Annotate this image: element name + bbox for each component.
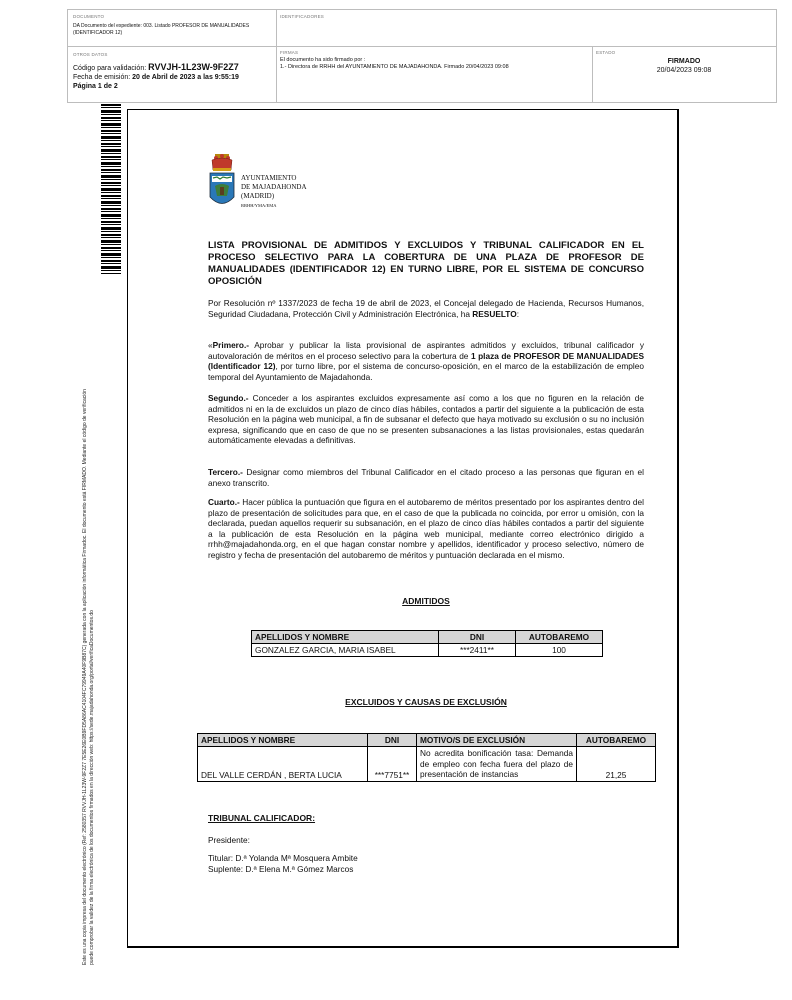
institution-line2: DE MAJADAHONDA: [241, 183, 307, 191]
cell-motivo: No acredita bonificación tasa: Demanda de empleo con fecha fuera del plazo de presentación de instancias: [417, 747, 577, 782]
admitidos-table: [251, 630, 603, 657]
identificadores-label: IDENTIFICADORES: [280, 14, 325, 19]
fecha-prefix: Fecha de emisión:: [73, 74, 131, 81]
documento-text: DA Documento del expediente: 003. Listado PROFESOR DE MANUALIDADES (IDENTIFICADOR 12): [73, 23, 250, 36]
col-autobaremo: AUTOBAREMO: [577, 734, 656, 747]
tribunal-titular: Titular: D.ª Yolanda Mª Mosquera Ambite: [208, 853, 358, 863]
intro-bold: RESUELTO: [472, 308, 517, 319]
cell-autobaremo: 21,25: [577, 747, 656, 782]
tribunal-heading: TRIBUNAL CALIFICADOR:: [208, 813, 316, 823]
admitidos-heading: ADMITIDOS: [402, 596, 450, 606]
documento-label: DOCUMENTO: [73, 14, 105, 19]
primero-bold: 1 plaza de PROFESOR DE MANUALIDADES (Identificador 12): [208, 350, 644, 371]
excluidos-heading: EXCLUIDOS Y CAUSAS DE EXCLUSIÓN: [345, 697, 507, 707]
intro-end: :: [516, 308, 519, 319]
tribunal-suplente: Suplente: D.ª Elena M.ª Gómez Marcos: [208, 864, 354, 874]
intro-text: Por Resolución nº 1337/2023 de fecha 19 de abril de 2023, el Concejal delegado de Hacienda, Recursos Humanos, Seguridad Ciudadana, Protección Civil y Administración Electrónica, ha: [208, 298, 644, 319]
col-dni: DNI: [368, 734, 417, 747]
excluidos-table: [197, 733, 656, 782]
paragraph-tercero: [208, 467, 644, 488]
institution-name: [241, 174, 307, 210]
tribunal-presidente: Presidente:: [208, 835, 250, 845]
estado-status: FIRMADO: [667, 58, 701, 65]
barcode: [101, 104, 121, 274]
paragraph-primero: [208, 340, 644, 382]
emission-date: 20 de Abril de 2023 a las 9:55:19: [132, 74, 239, 81]
paragraph-segundo: [208, 393, 644, 446]
primero-text1: Aprobar y publicar la lista provisional de aspirantes admitidos y excluidos, tribunal calificador y autovaloración de méritos en el proceso selectivo para la cobertura de: [208, 340, 644, 361]
col-dni: DNI: [439, 631, 516, 644]
cell-autobaremo: 100: [516, 644, 603, 657]
primero-label: Primero.-: [212, 340, 250, 350]
cell-dni: ***2411**: [439, 644, 516, 657]
page-count: Página 1 de 2: [73, 83, 118, 90]
segundo-label: Segundo.-: [208, 393, 249, 403]
firmas-label: FIRMAS: [280, 50, 299, 55]
tercero-text: Designar como miembros del Tribunal Calificador en el citado proceso a las personas que figuran en el anexo transcrito.: [208, 467, 644, 488]
side-verification-text-1: Este es una copia impresa del documento electrónico (Ref: 2580357 RVVJH-1L23W-9F2Z7 7E5E26E0B9FD5A86AC4104FC79949A40F9B87C) generada con la aplicación informática Firmadoc. El documento está FIRMADO. Mediante el código de verificación: [82, 389, 88, 965]
table-row: [198, 747, 656, 782]
institution-line1: AYUNTAMIENTO: [241, 174, 297, 182]
side-verification-text-2: puede comprobar la validez de la firma electrónica de los documentos firmados en la dirección web: https://sede.majadahonda.org/portal/verificaDocumentos.do: [89, 610, 95, 965]
tercero-label: Tercero.-: [208, 467, 243, 477]
validation-code-line: [73, 63, 239, 73]
otros-datos-label: OTROS DATOS: [73, 52, 108, 57]
document-header: [67, 9, 777, 103]
cuarto-label: Cuarto.-: [208, 497, 240, 507]
emission-date-line: [73, 73, 239, 82]
col-motivo: MOTIVO/S DE EXCLUSIÓN: [417, 734, 577, 747]
col-autobaremo: AUTOBAREMO: [516, 631, 603, 644]
institution-line3: (MADRID): [241, 192, 275, 200]
firmas-line2: 1.- Directora de RRHH del AYUNTAMIENTO DE MAJADAHONDA. Firmado 20/04/2023 09:08: [280, 64, 509, 70]
cell-dni: ***7751**: [368, 747, 417, 782]
codigo-prefix: Código para validación:: [73, 65, 147, 72]
intro-paragraph: [208, 298, 644, 319]
firmas-line1: El documento ha sido firmado por :: [280, 57, 366, 63]
primero-text2: , por turno libre, por el sistema de concurso-oposición, en el marco de la estabilización de empleo temporal del Ayuntamiento de Majadahonda.: [208, 361, 644, 382]
table-header-row: [198, 734, 656, 747]
estado-label: ESTADO: [596, 50, 616, 55]
cell-nombre: DEL VALLE CERDÁN , BERTA LUCIA: [198, 747, 368, 782]
table-header-row: [252, 631, 603, 644]
col-apellidos: APELLIDOS Y NOMBRE: [198, 734, 368, 747]
cell-nombre: GONZALEZ GARCIA, MARIA ISABEL: [252, 644, 439, 657]
table-row: [252, 644, 603, 657]
paragraph-cuarto: [208, 497, 644, 560]
document-title: LISTA PROVISIONAL DE ADMITIDOS Y EXCLUIDOS Y TRIBUNAL CALIFICADOR EN EL PROCESO SELECTIVO PARA LA COBERTURA DE UNA PLAZA DE PROFESOR DE MANUALIDADES (IDENTIFICADOR 12) EN TURNO LIBRE, POR EL SISTEMA DE CONCURSO OPOSICIÓN: [208, 240, 644, 287]
primero-quote: «: [208, 340, 213, 350]
validation-code[interactable]: RVVJH-1L23W-9F2Z7: [148, 62, 239, 72]
cuarto-text: Hacer pública la puntuación que figura en el autobaremo de méritos presentado por los aspirantes dentro del plazo de presentación de solicitudes para que, en el caso de que la publicada no coincida, por error u omisión, con la declarada, puedan aquellos requerir su subsanación, en el plazo de cinco días hábiles contados a partir del siguiente a la publicación de esta Resolución en la página web municipal, mediante correo electrónico dirigido a rrhh@majadahonda.org, en el que hagan constar nombre y apellidos, identificador y proceso selectivo, número de registro y fecha de presentación del autobaremo de méritos y puntuación declarada en el mismo.: [208, 497, 644, 560]
segundo-text: Conceder a los aspirantes excluidos expresamente así como a los que no figuren en la relación de admitidos ni en la de excluidos un plazo de cinco días hábiles, contados a partir del siguiente a la publicación de esta Resolución en la página web municipal, a fin de subsanar el defecto que haya motivado su exclusión o su no inclusión expresa, significando que en caso de que no se presenten subsanaciones a las listas provisionales, estas quedarán automáticamente elevadas a definitivas.: [208, 393, 644, 445]
estado-date: 20/04/2023 09:08: [656, 67, 712, 74]
department-reference: RRHH/YMA/EMA: [241, 203, 277, 208]
col-apellidos: APELLIDOS Y NOMBRE: [252, 631, 439, 644]
municipal-crest-icon: [207, 152, 237, 214]
